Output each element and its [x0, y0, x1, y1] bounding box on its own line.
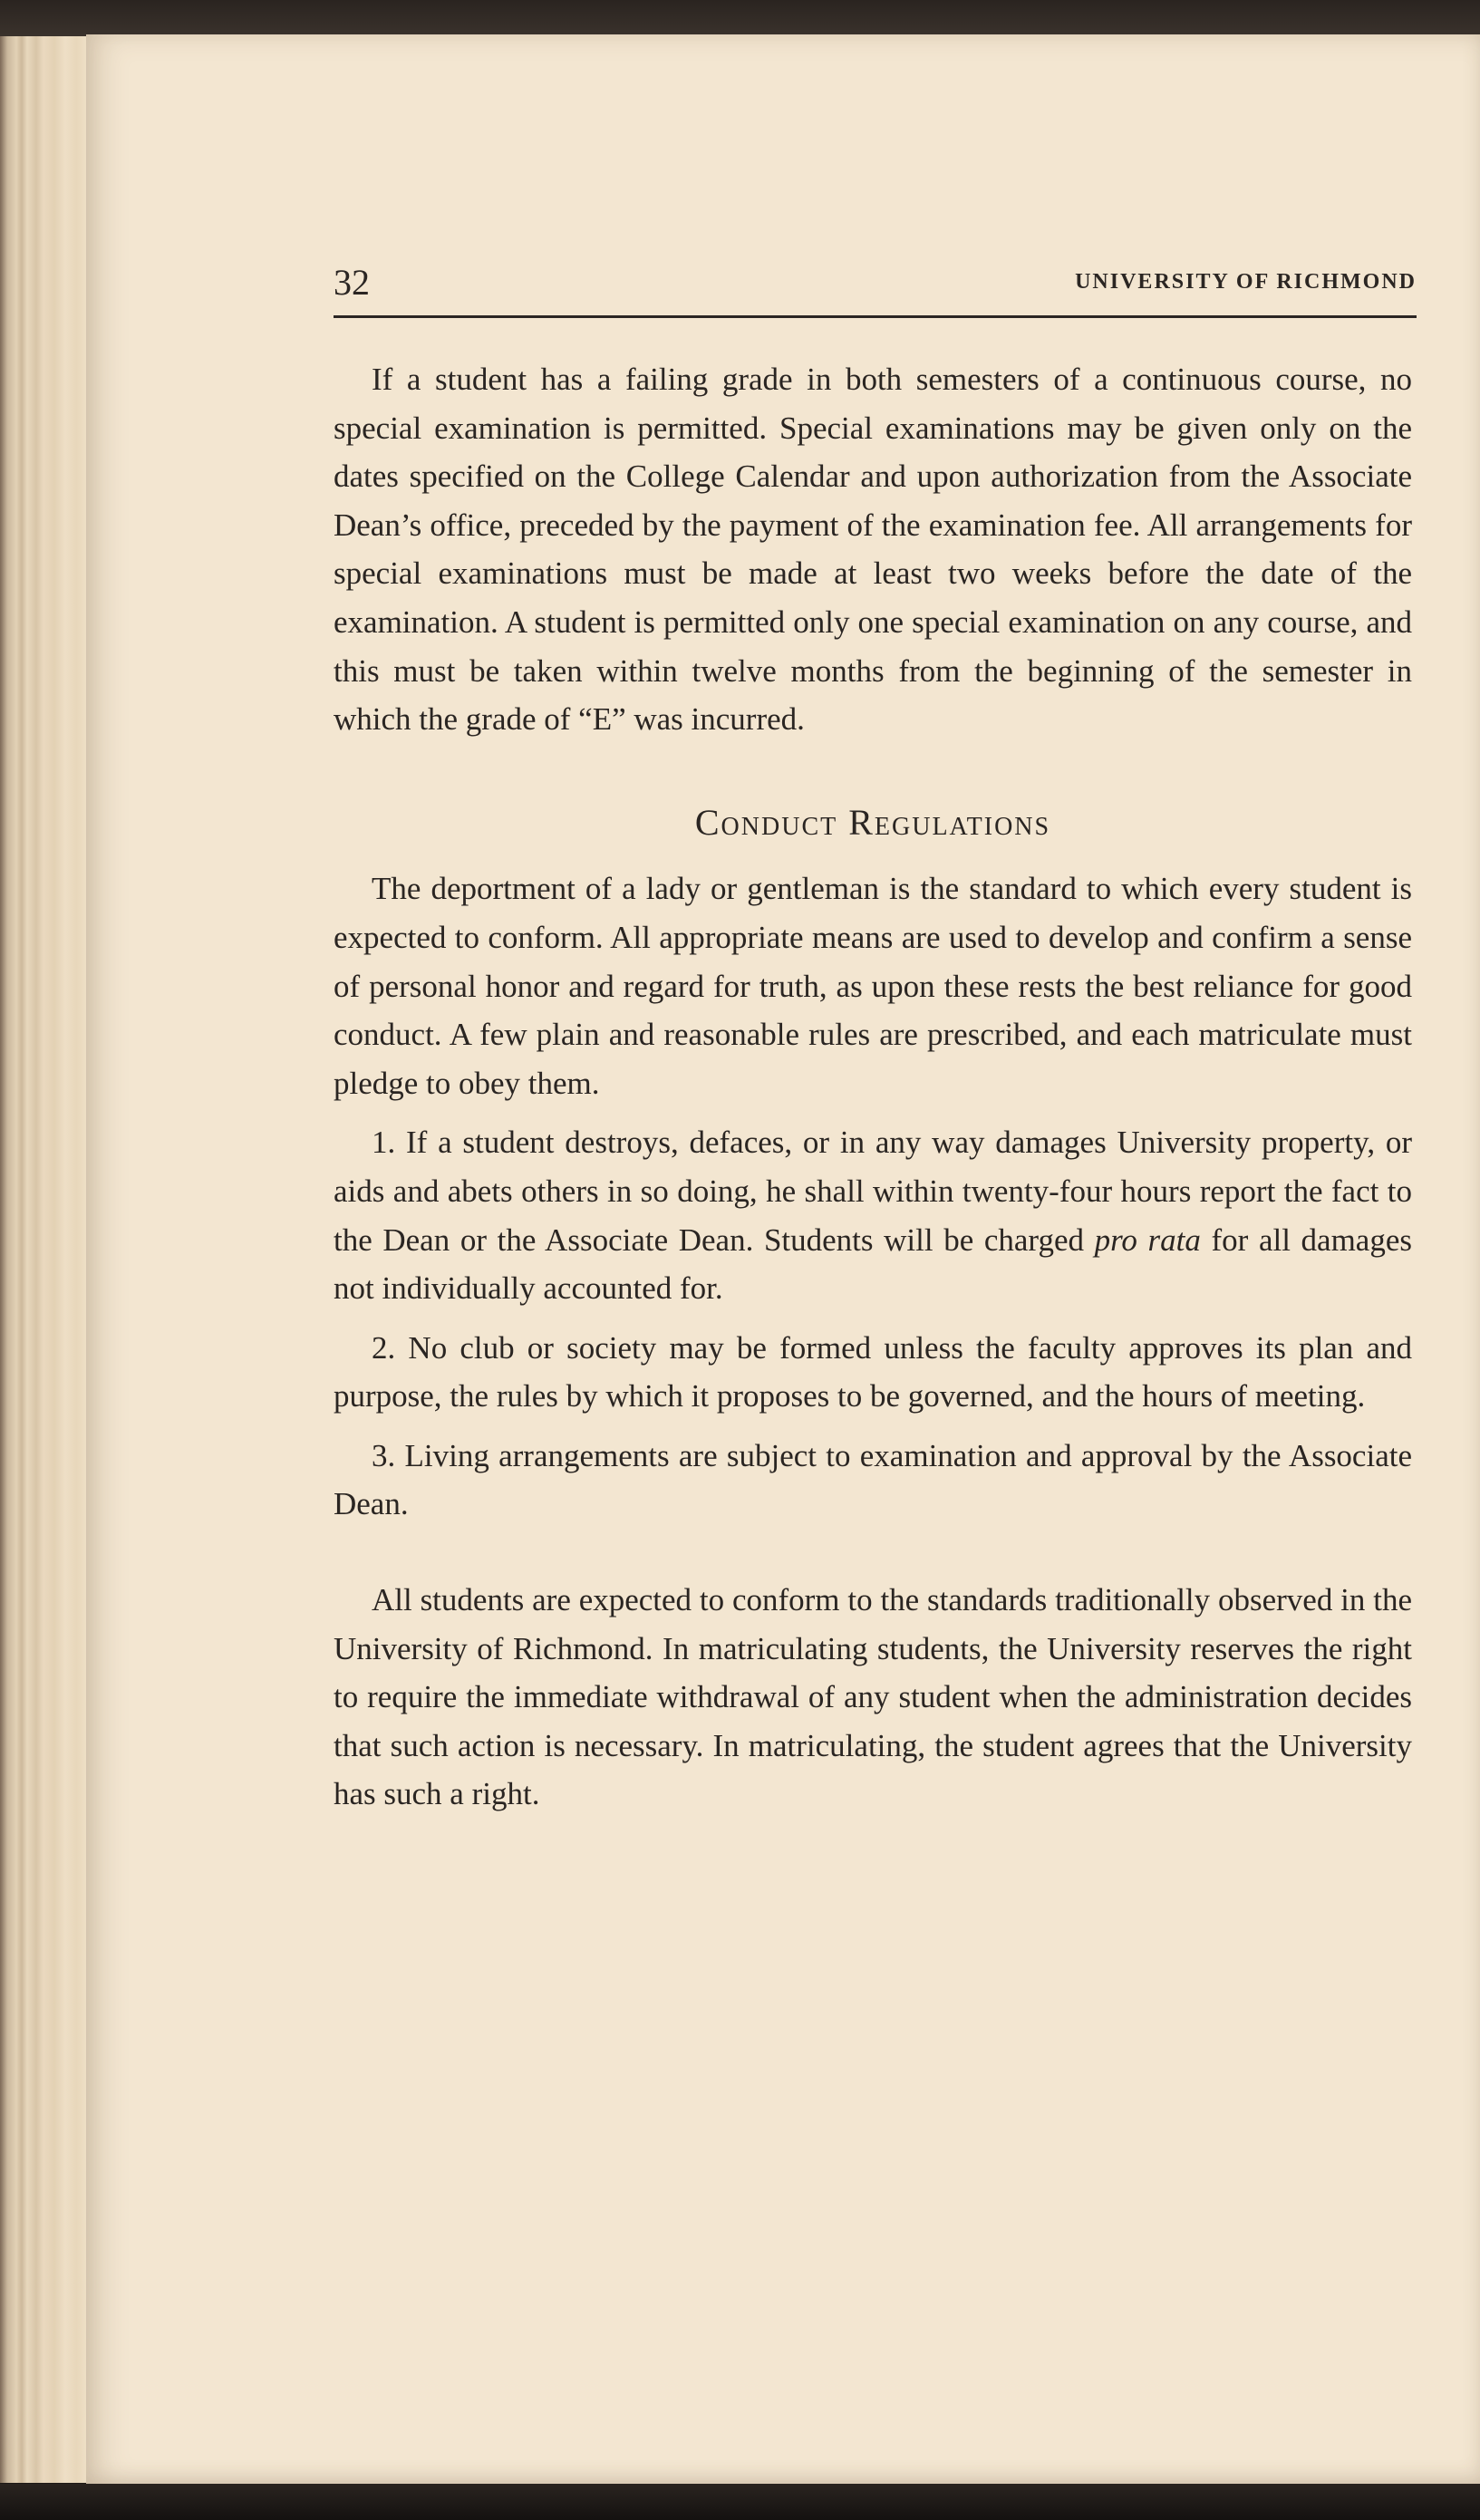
page-header: [334, 261, 1417, 318]
running-head: UNIVERSITY OF RICHMOND: [1075, 270, 1417, 294]
body-text: [334, 355, 1412, 1819]
rule-1: [334, 1118, 1412, 1312]
paragraph-special-examinations: If a student has a failing grade in both semesters of a continuous course, no special examination is permitted. Special examinations may be given only on the dates specified on the College Calendar and upon authorization from the Associate Dean’s office, preceded by the payment of the examination fee. All arrangements for special examinations must be made at least two weeks before the date of the examination. A student is permitted only one special examination on any course, and this must be taken within twelve months from the beginning of the semester in which the grade of “E” was incurred.: [334, 362, 1412, 738]
rule-3: 3. Living arrangements are subject to examination and approval by the Associate Dean.: [334, 1437, 1412, 1522]
rule-2: 2. No club or society may be formed unless the faculty approves its plan and purpose, the rules by which it proposes to be governed, and the hours of meeting.: [334, 1329, 1412, 1414]
paragraph-standards: All students are expected to conform to the standards traditionally observed in the University of Richmond. In matriculating students, the University reserves the right to require the immediate withdrawal of any student when the administration decides that such action is necessary. In matriculating, the student agrees that the University has such a right.: [334, 1582, 1412, 1812]
section-heading: Conduct Regulations: [694, 801, 1051, 843]
page-edges: [0, 36, 91, 2483]
rule-1-text: 1. If a student destroys, defaces, or in any way damages University property, or aids and abets others in so doing, he shall within twenty-four hours report the fact to the Dean or the Associate Dean. Students will be charged: [334, 1125, 1412, 1258]
page-number: 32: [334, 262, 370, 303]
book-cover-top: [0, 0, 1480, 36]
book-cover-bottom: [0, 2484, 1480, 2520]
rule-1-text-end: for all damages not individually accounted for.: [334, 1221, 1412, 1307]
paragraph-deportment: The deportment of a lady or gentleman is the standard to which every student is expected to conform. All appropriate means are used to develop and confirm a sense of personal honor and regard for truth, as upon these rests the best reliance for good conduct. A few plain and reasonable rules are prescribed, and each matriculate must pledge to obey them.: [334, 871, 1412, 1101]
rule-1-italic: pro rata: [1094, 1221, 1201, 1258]
